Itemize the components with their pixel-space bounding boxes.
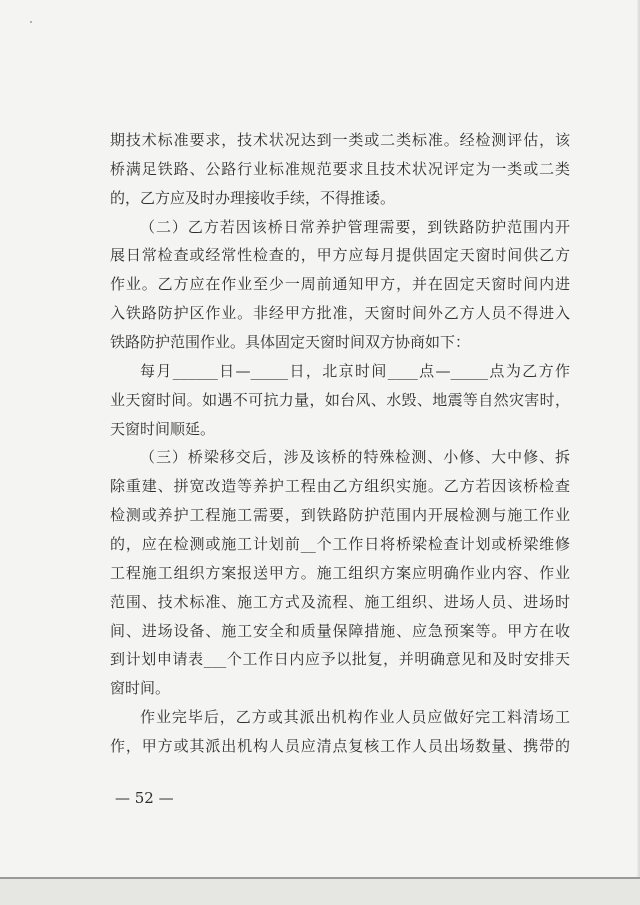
text-line: 间、进场设备、施工安全和质量保障措施、应急预案等。甲方在收 bbox=[110, 621, 570, 640]
text-line: 范围、技术标准、施工方式及流程、施工组织、进场人员、进场时 bbox=[110, 592, 570, 611]
paragraph-start-line: 作业完毕后，乙方或其派出机构作业人员应做好完工料清场工 bbox=[140, 708, 570, 727]
text-line: 天窗时间顺延。 bbox=[110, 419, 216, 438]
text-line: 检测或养护工程施工需要，到铁路防护范围内开展检测与施工作业 bbox=[110, 506, 570, 525]
paragraph-start-line: 每月______日—_____日，北京时间____点—_____点为乙方作 bbox=[140, 361, 570, 380]
text-line: 工程施工组织方案报送甲方。施工组织方案应明确作业内容、作业 bbox=[110, 563, 570, 582]
text-line: 入铁路防护区作业。非经甲方批准，天窗时间外乙方人员不得进入 bbox=[110, 304, 570, 323]
scan-speck bbox=[30, 21, 32, 23]
text-line: 的，乙方应及时办理接收手续，不得推诿。 bbox=[110, 188, 396, 207]
text-line: 窗时间。 bbox=[110, 679, 171, 698]
body-text bbox=[110, 126, 570, 761]
text-line: 桥满足铁路、公路行业标准规范要求且技术状况评定为一类或二类 bbox=[110, 159, 570, 178]
text-line: 作业。乙方应在作业至少一周前通知甲方，并在固定天窗时间内进 bbox=[110, 275, 570, 294]
paragraph-start-line: （三）桥梁移交后，涉及该桥的特殊检测、小修、大中修、拆 bbox=[140, 448, 570, 467]
text-line: 展日常检查或经常性检查的，甲方应每月提供固定天窗时间供乙方 bbox=[110, 246, 570, 265]
text-line: 作，甲方或其派出机构人员应清点复核工作人员出场数量、携带的 bbox=[110, 737, 570, 756]
text-line: 业天窗时间。如遇不可抗力量，如台风、水毁、地震等自然灾害时， bbox=[110, 390, 570, 409]
text-line: 期技术标准要求，技术状况达到一类或二类标准。经检测评估，该 bbox=[110, 131, 570, 149]
paragraph-start-line: （二）乙方若因该桥日常养护管理需要，到铁路防护范围内开 bbox=[140, 217, 570, 236]
text-line: 除重建、拼宽改造等养护工程由乙方组织实施。乙方若因该桥检查 bbox=[110, 477, 570, 496]
page-number: — 52 — bbox=[115, 789, 174, 807]
scan-bottom-strip bbox=[0, 879, 640, 905]
text-line: 的，应在检测或施工计划前__个工作日将桥梁检查计划或桥梁维修 bbox=[110, 535, 570, 554]
text-line: 到计划申请表___个工作日内应予以批复，并明确意见和及时安排天 bbox=[110, 650, 570, 669]
text-line: 铁路防护范围作业。具体固定天窗时间双方协商如下： bbox=[110, 333, 471, 352]
